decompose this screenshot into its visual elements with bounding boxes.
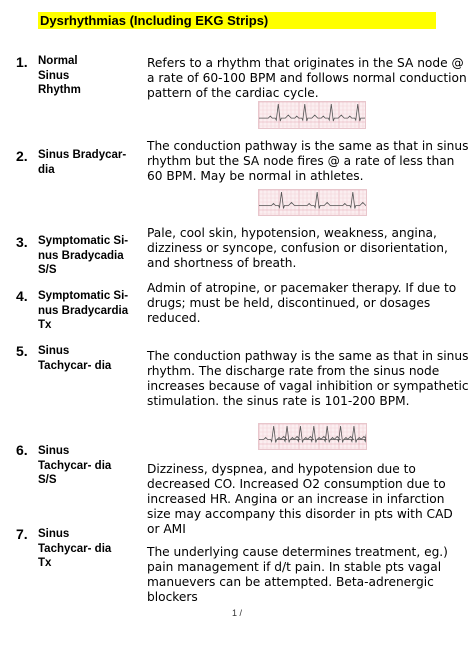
- document-title-banner: [38, 12, 436, 29]
- ekg-trace-normal-sinus-rhythm: [259, 102, 365, 128]
- item-1-number: 1.: [16, 54, 28, 70]
- ekg-trace-sinus-tachycardia: [259, 424, 366, 449]
- item-6-label: Sinus Tachycar- dia S/S: [38, 445, 112, 486]
- ekg-trace-sinus-bradycardia: [259, 190, 366, 215]
- document-title: Dysrhythmias (Including EKG Strips): [40, 13, 269, 28]
- item-3-number: 3.: [16, 234, 28, 250]
- item-7-label: Sinus Tachycar- dia Tx: [38, 528, 112, 569]
- item-7-description: The underlying cause determines treatment, eg.) pain management if d/t pain. In stable pts vagal manuevers can be attempted. Beta-adrenergic blockers: [147, 545, 448, 604]
- item-3-label: Symptomatic Si- nus Bradycadia S/S: [38, 235, 129, 276]
- item-4-label: Symptomatic Si- nus Bradycardia Tx: [38, 290, 129, 331]
- ekg-strip-sinus-tachycardia: [258, 423, 367, 450]
- item-5-description: The conduction pathway is the same as that in sinus rhythm. The discharge rate from the sinus node increases because of vagal inhibition or sympathetic stimulation. the sinus rate is 101-200 BPM.: [147, 349, 469, 408]
- item-2-number: 2.: [16, 148, 28, 164]
- item-5-label: Sinus Tachycar- dia: [38, 345, 112, 372]
- item-4-description: Admin of atropine, or pacemaker therapy. If due to drugs; must be held, discontinued, or dosages reduced.: [147, 281, 457, 325]
- item-2-label: Sinus Bradycar- dia: [38, 149, 127, 176]
- item-4-number: 4.: [16, 288, 28, 304]
- ekg-strip-normal-sinus-rhythm: [258, 101, 366, 129]
- page-number: 1 /: [231, 608, 242, 618]
- item-6-description: Dizziness, dyspnea, and hypotension due to decreased CO. Increased O2 consumption due to increased HR. Angina or an increase in infarction size may accompany this disorder in pts with CAD or AMI: [147, 462, 453, 536]
- item-1-label: Normal Sinus Rhythm: [38, 55, 81, 96]
- item-3-description: Pale, cool skin, hypotension, weakness, angina, dizziness or syncope, confusion or disorientation, and shortness of breath.: [147, 226, 448, 270]
- item-7-number: 7.: [16, 526, 28, 542]
- item-6-number: 6.: [16, 442, 28, 458]
- item-1-description: Refers to a rhythm that originates in the SA node @ a rate of 60-100 BPM and follows normal conduction pattern of the cardiac cycle.: [147, 56, 467, 100]
- item-5-number: 5.: [16, 343, 28, 359]
- item-2-description: The conduction pathway is the same as that in sinus rhythm but the SA node fires @ a rate of less than 60 BPM. May be normal in athletes.: [147, 139, 469, 183]
- ekg-strip-sinus-bradycardia: [258, 189, 367, 216]
